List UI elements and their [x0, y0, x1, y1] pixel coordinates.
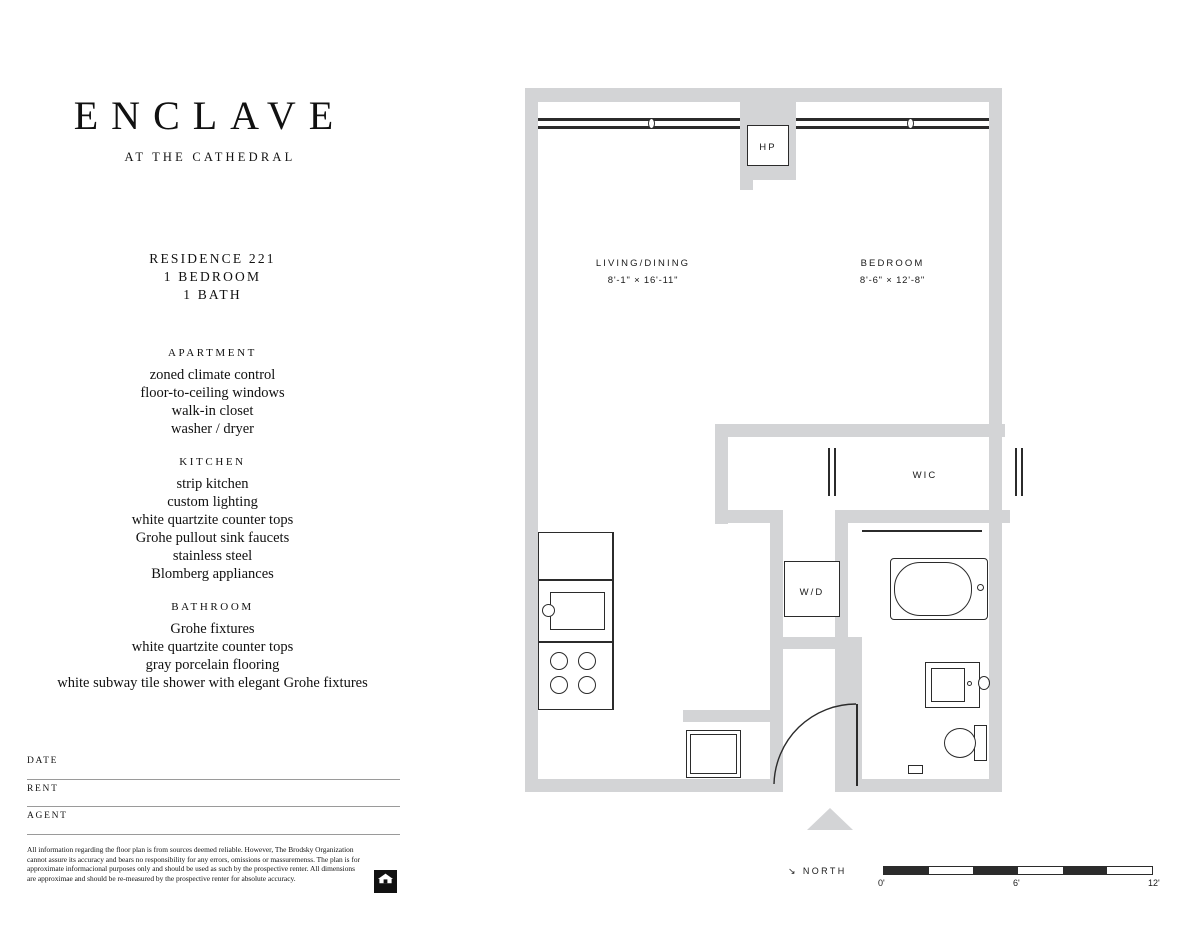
room-dims-living-dining: 8'-1" × 16'-11": [607, 275, 679, 286]
feature-item: washer / dryer: [171, 421, 254, 437]
range-burner-1: [550, 652, 568, 670]
wall-kitchen-return: [683, 710, 775, 722]
north-indicator: [788, 866, 847, 877]
feature-item: white quartzite counter tops: [131, 512, 294, 528]
field-rent[interactable]: [27, 780, 400, 808]
feature-item: custom lighting: [167, 494, 258, 510]
field-agent-label: AGENT: [27, 811, 68, 821]
window-line-outer-left: [538, 118, 740, 121]
closet-door-left-b: [834, 448, 836, 496]
room-label-bedroom: [825, 258, 960, 286]
toilet-bowl: [944, 728, 976, 758]
scale-label-mid: 6': [1013, 878, 1020, 888]
bathroom-accessory: [908, 765, 923, 774]
feature-item: white quartzite counter tops: [131, 639, 294, 655]
features-kitchen: [0, 456, 425, 583]
feature-item: gray porcelain flooring: [145, 657, 280, 673]
closet-threshold-line: [862, 530, 982, 532]
disclaimer-text: All information regarding the floor plan is from sources deemed reliable. However, The Brodsky Organization cannot assure its accuracy and bears no responsibility for any errors, omissions or massuremenss. The plan is for approximate informacional purposes only and should be used as such by the prospective renter. All dimensions are approximae and should be re-measured by the prospective renter for absolute accuracy.: [27, 845, 360, 883]
residence-number: RESIDENCE 221: [149, 251, 276, 266]
feature-item: Blomberg appliances: [151, 566, 274, 582]
brand-subtitle: AT THE CATHEDRAL: [124, 150, 296, 164]
features-apartment-heading: APARTMENT: [168, 347, 257, 359]
entry-door-swing-icon: [772, 702, 862, 786]
kitchen-sink-faucet: [542, 604, 555, 617]
window-line-inner-right: [796, 126, 989, 129]
equal-housing-opportunity-icon: [374, 870, 400, 896]
window-mullion-marker-left: [648, 118, 655, 129]
wall-exterior-right-bath: [989, 430, 1002, 790]
wall-wd-closet-left: [770, 555, 782, 645]
brand-name: ENCLAVE: [73, 93, 347, 138]
brand-block: [0, 93, 420, 165]
features-apartment: [0, 347, 425, 438]
feature-item: walk-in closet: [171, 403, 254, 419]
room-dims-bedroom: 8'-6" × 12'-8": [859, 275, 926, 286]
field-agent[interactable]: [27, 807, 400, 835]
room-label-living-dining: [558, 258, 728, 286]
scale-segment: [1018, 867, 1063, 874]
scale-segment: [884, 867, 929, 874]
kitchen-counter-edge: [612, 532, 614, 710]
north-label: NORTH: [802, 866, 847, 876]
scale-segment: [1107, 867, 1152, 874]
scale-label-start: 0': [878, 878, 885, 888]
feature-item: zoned climate control: [149, 367, 276, 383]
wall-core-top: [715, 424, 1005, 437]
window-line-outer-right: [796, 118, 989, 121]
bathtub-drain-icon: [977, 584, 984, 591]
wd-label-text: W/D: [799, 587, 825, 598]
scale-segment: [973, 867, 1018, 874]
room-name-living-dining: LIVING/DINING: [595, 258, 691, 269]
scale-segment: [929, 867, 974, 874]
room-label-wic: [895, 470, 955, 481]
feature-item: white subway tile shower with elegant Grohe fixtures: [57, 675, 368, 691]
info-panel: [0, 0, 470, 927]
feature-item: Grohe pullout sink faucets: [135, 530, 290, 546]
kitchen-sink-basin: [550, 592, 605, 630]
window-line-inner-left: [538, 126, 740, 129]
wall-exterior-bottom-left: [525, 779, 775, 792]
wall-exterior-left: [525, 88, 538, 792]
features-bathroom: [0, 601, 425, 692]
wall-exterior-top-left: [525, 88, 740, 102]
entry-direction-arrow-icon: [807, 808, 853, 830]
features-bathroom-heading: BATHROOM: [171, 601, 254, 613]
field-rent-label: RENT: [27, 783, 59, 794]
wall-exterior-right-lower: [989, 155, 1002, 435]
scale-bar: [883, 866, 1153, 875]
kitchen-range: [538, 642, 613, 710]
bathtub-basin: [894, 562, 972, 616]
wall-core-mid-horizontal: [715, 510, 783, 523]
field-date-label: DATE: [27, 756, 59, 766]
features-kitchen-heading: KITCHEN: [179, 456, 246, 468]
feature-item: Grohe fixtures: [170, 621, 255, 637]
residence-baths: 1 BATH: [183, 287, 242, 302]
feature-item: floor-to-ceiling windows: [140, 385, 285, 401]
scale-label-end: 12': [1148, 878, 1160, 888]
kitchen-counter-upper: [538, 532, 613, 580]
bathroom-sink-basin: [931, 668, 965, 702]
room-name-wic: WIC: [912, 470, 938, 481]
window-mullion-marker-right: [907, 118, 914, 129]
closet-door-right-a: [1015, 448, 1017, 496]
range-burner-2: [578, 652, 596, 670]
wall-exterior-top-right: [796, 88, 1002, 102]
feature-item: stainless steel: [172, 548, 253, 564]
wall-wic-bottom: [835, 510, 1010, 523]
house-glyph: [377, 873, 394, 884]
wall-core-left: [715, 424, 728, 524]
bathroom-sink-faucet: [978, 676, 990, 690]
closet-door-left-a: [828, 448, 830, 496]
range-burner-3: [550, 676, 568, 694]
scale-segment: [1063, 867, 1108, 874]
kitchen-lower-cabinet-inner: [690, 734, 737, 774]
hp-label: HP: [759, 142, 777, 153]
wd-label: [784, 582, 840, 600]
north-arrow-icon: ↘: [788, 866, 798, 876]
closet-door-right-b: [1021, 448, 1023, 496]
residence-info: [0, 250, 425, 304]
form-fields: [27, 752, 400, 835]
field-date[interactable]: [27, 752, 400, 780]
room-name-bedroom: BEDROOM: [860, 258, 925, 269]
feature-item: strip kitchen: [176, 476, 249, 492]
range-burner-4: [578, 676, 596, 694]
residence-bedrooms: 1 BEDROOM: [163, 269, 262, 284]
bathroom-sink-drain: [967, 681, 972, 686]
floor-plan: [470, 0, 1200, 927]
wall-exterior-bottom-right: [860, 779, 1002, 792]
